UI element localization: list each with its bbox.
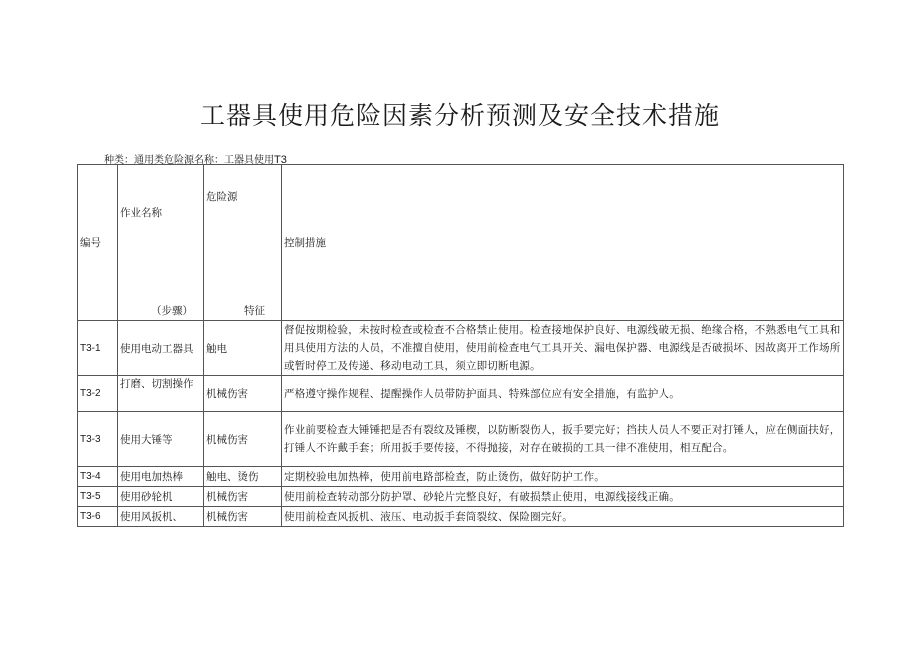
table-row [78, 412, 844, 467]
row-measure: 使用前检查风扳机、液压、电动扳手套筒裂纹、保险圈完好。 [282, 507, 844, 527]
row-task: 使用砂轮机 [118, 487, 204, 507]
row-task: 使用大锤等 [118, 412, 204, 467]
row-hazard: 触电 [204, 321, 282, 376]
row-id: T3-1 [78, 321, 118, 376]
header-task [118, 165, 204, 321]
row-measure: 定期校验电加热棒，使用前电路部检查，防止烫伤，做好防护工作。 [282, 467, 844, 487]
header-hazard-label: 危险源 [206, 191, 238, 203]
table-row [78, 487, 844, 507]
table-row [78, 321, 844, 376]
row-hazard: 机械伤害 [204, 412, 282, 467]
row-measure: 督促按期检验，未按时检查或检查不合格禁止使用。检查接地保护良好、电源线破无损、绝缘合格，不熟悉电气工具和用具使用方法的人员，不准擅自使用，使用前检查电气工具开关、漏电保护器、电源线是否破损坏、因故离开工作场所或暂时停工及传递、移动电动工具，须立即切断电源。 [282, 321, 844, 376]
row-measure: 使用前检查转动部分防护罩、砂轮片完整良好，有破损禁止使用，电源线接线正确。 [282, 487, 844, 507]
row-hazard: 触电、烫伤 [204, 467, 282, 487]
table-row [78, 507, 844, 527]
row-id: T3-5 [78, 487, 118, 507]
page-title: 工器具使用危险因素分析预测及安全技术措施 [199, 101, 720, 130]
row-hazard: 机械伤害 [204, 376, 282, 412]
row-id: T3-2 [78, 376, 118, 412]
hazard-table [77, 164, 844, 527]
header-id [78, 165, 118, 321]
header-hazard [204, 165, 282, 321]
header-hazard-sublabel: 特征 [244, 305, 265, 317]
row-measure: 严格遵守操作规程、提醒操作人员带防护面具、特殊部位应有安全措施，有监护人。 [282, 376, 844, 412]
table-row [78, 467, 844, 487]
header-task-sublabel: （步骤） [151, 305, 193, 317]
row-hazard: 机械伤害 [204, 507, 282, 527]
row-measure: 作业前要检查大锤锤把是否有裂纹及锤楔，以防断裂伤人，扳手要完好；挡扶人员人不要正对打锤人，应在侧面扶好，打锤人不许戴手套；所用扳手要传接，不得抛接，对存在破损的工具一律不准使用，相互配合。 [282, 412, 844, 467]
row-task: 使用电加热棒 [118, 467, 204, 487]
row-task: 打磨、切割操作 [118, 376, 204, 412]
row-id: T3-6 [78, 507, 118, 527]
table-header-row [78, 165, 844, 321]
category-code: T3 [274, 154, 287, 166]
header-measure-label: 控制措施 [284, 237, 326, 249]
row-task: 使用风扳机、 [118, 507, 204, 527]
row-id: T3-3 [78, 412, 118, 467]
row-hazard: 机械伤害 [204, 487, 282, 507]
row-task: 使用电动工器具 [118, 321, 204, 376]
header-measure [282, 165, 844, 321]
table-row [78, 376, 844, 412]
category-text: 种类：通用类危险源名称：工器具使用 [104, 155, 274, 166]
row-id: T3-4 [78, 467, 118, 487]
header-task-label: 作业名称 [120, 207, 162, 219]
header-id-label: 编号 [80, 237, 101, 249]
